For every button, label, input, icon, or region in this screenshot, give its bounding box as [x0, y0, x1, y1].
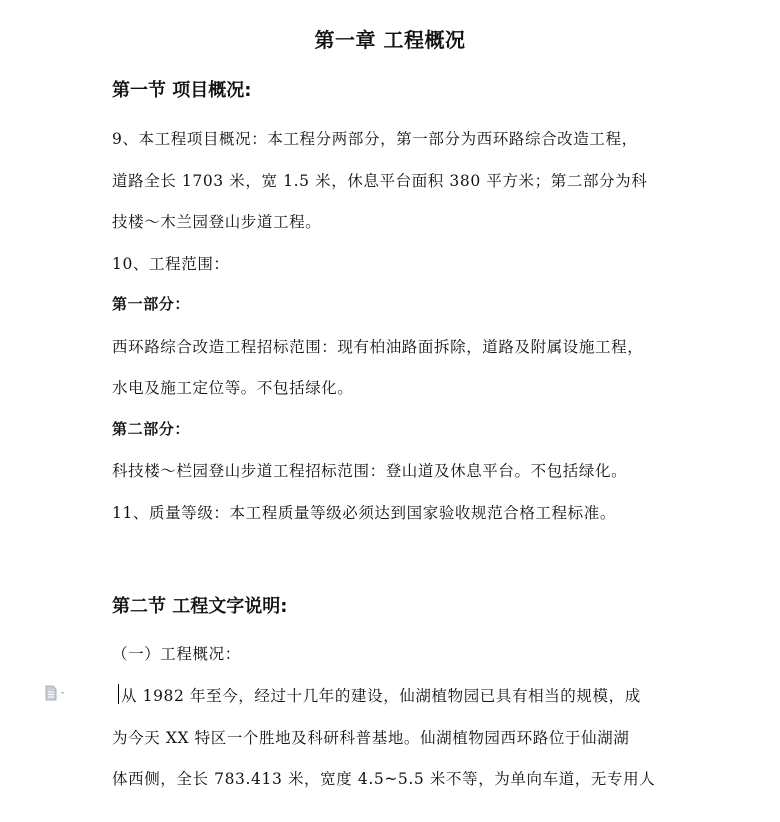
paragraph-line: 水电及施工定位等。不包括绿化。: [112, 379, 354, 397]
paragraph-line: 体西侧，全长 783.413 米，宽度 4.5~5.5 米不等，为单向车道，无专用人: [112, 770, 656, 788]
paragraph-line: 为今天 XX 特区一个胜地及科研科普基地。仙湖植物园西环路位于仙湖湖: [112, 729, 630, 747]
paragraph-line: 道路全长 1703 米，宽 1.5 米，休息平台面积 380 平方米；第二部分为科: [112, 172, 648, 190]
paragraph-line: 科技楼～栏园登山步道工程招标范围：登山道及休息平台。不包括绿化。: [112, 462, 628, 480]
paragraph-line: 技楼～木兰园登山步道工程。: [112, 213, 322, 231]
subheading-part-1: 第一部分：: [112, 295, 191, 313]
paragraph-line: 10、工程范围：: [112, 255, 230, 273]
paragraph-line: 从 1982 年至今，经过十几年的建设，仙湖植物园已具有相当的规模，成: [121, 687, 641, 705]
paragraph-line: （一）工程概况：: [112, 645, 241, 663]
paragraph-line: 西环路综合改造工程招标范围：现有柏油路面拆除，道路及附属设施工程，: [112, 338, 644, 356]
document-icon[interactable]: [44, 684, 72, 702]
paragraph-line: 11、质量等级：本工程质量等级必须达到国家验收规范合格工程标准。: [112, 504, 616, 522]
subheading-part-2: 第二部分：: [112, 420, 191, 438]
section-title-1: 第一节 项目概况:: [112, 80, 252, 101]
chapter-title: 第一章 工程概况: [314, 28, 466, 52]
section-title-2: 第二节 工程文字说明:: [112, 596, 288, 617]
paragraph-line: 9、本工程项目概况：本工程分两部分，第一部分为西环路综合改造工程，: [112, 130, 638, 148]
text-cursor: [118, 684, 119, 704]
